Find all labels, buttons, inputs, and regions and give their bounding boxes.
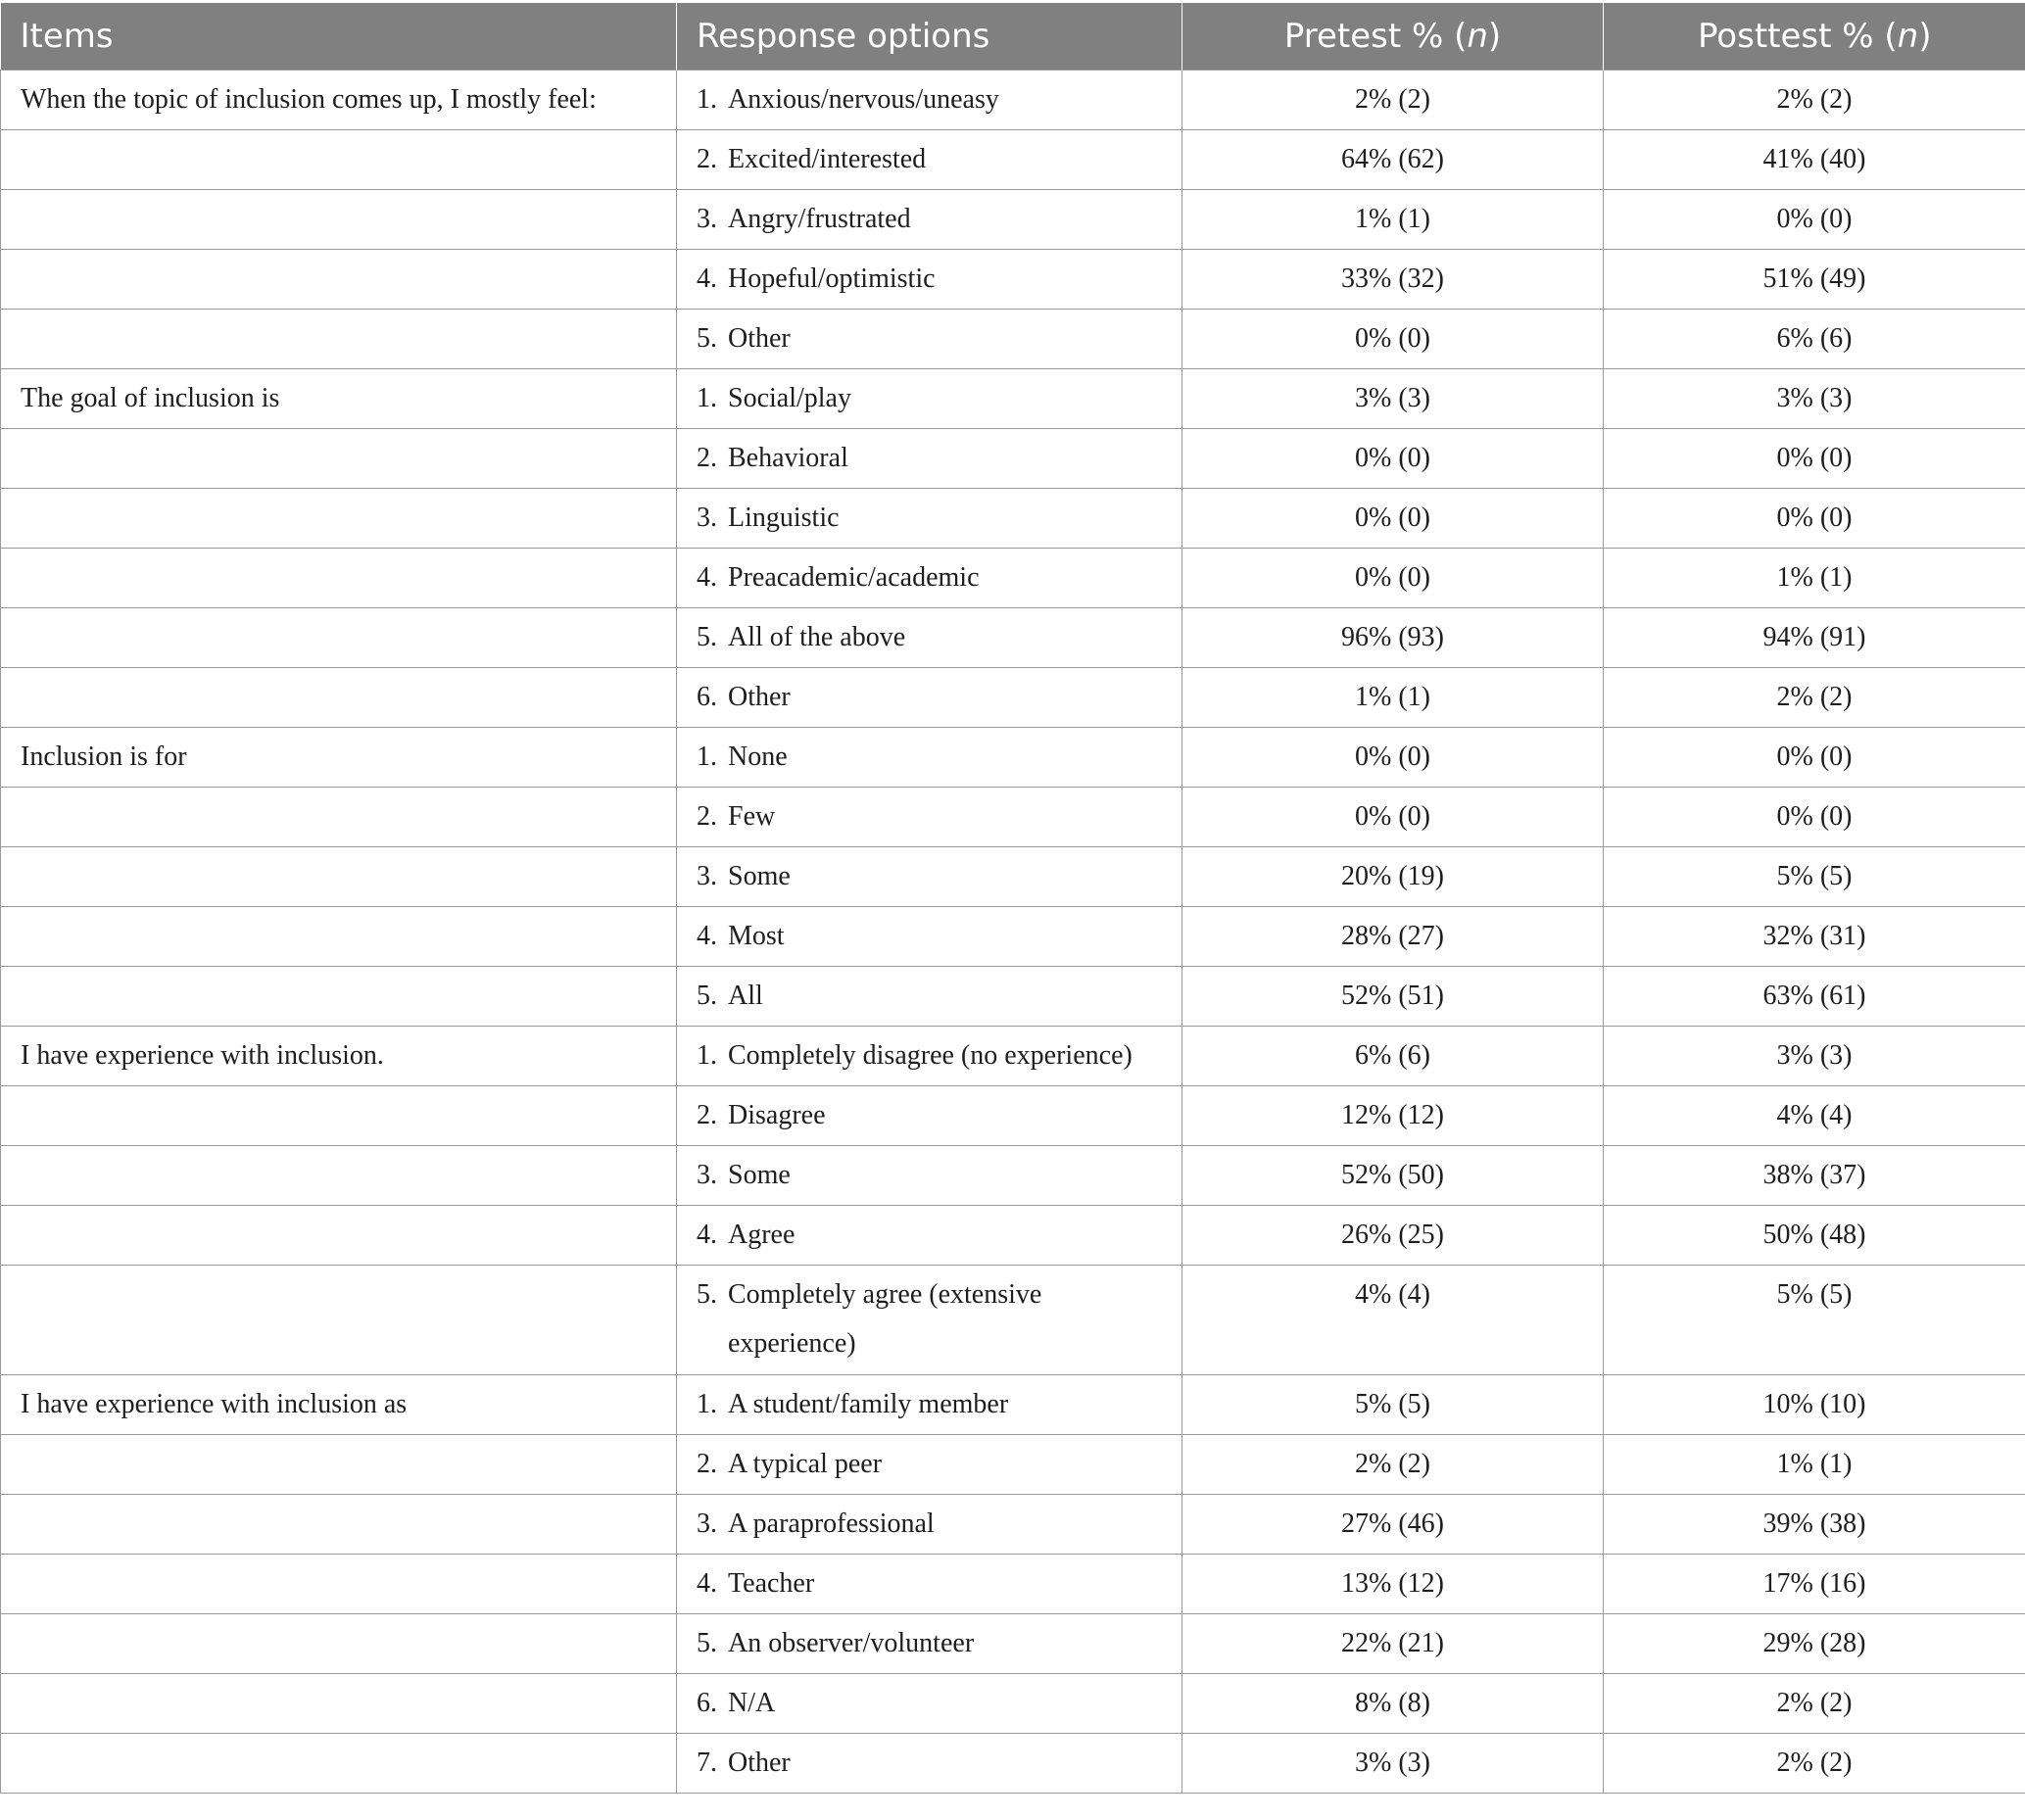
table-row: [1, 71, 2025, 130]
response-option-cell: [677, 1086, 1182, 1146]
posttest-cell: 38% (37): [1604, 1146, 2025, 1206]
posttest-cell: 0% (0): [1604, 788, 2025, 847]
pretest-cell: 3% (3): [1182, 1734, 1604, 1794]
response-option-cell: [677, 71, 1182, 130]
option-number: 5.: [697, 323, 717, 354]
posttest-cell: 10% (10): [1604, 1375, 2025, 1435]
item-cell: [1, 1086, 677, 1146]
pretest-cell: 20% (19): [1182, 847, 1604, 907]
pretest-cell: 0% (0): [1182, 489, 1604, 549]
header-pretest: [1182, 3, 1604, 71]
response-option-cell: [677, 429, 1182, 489]
option-label: Linguistic: [728, 503, 840, 533]
table-row: [1, 250, 2025, 310]
posttest-cell: 0% (0): [1604, 489, 2025, 549]
pretest-cell: 8% (8): [1182, 1674, 1604, 1734]
item-cell: [1, 130, 677, 190]
option-number: 4.: [697, 263, 717, 294]
item-cell: I have experience with inclusion as: [1, 1375, 677, 1435]
option-number: 1.: [697, 84, 717, 115]
response-option-cell: [677, 1266, 1182, 1375]
response-option-cell: [677, 1206, 1182, 1266]
posttest-cell: 50% (48): [1604, 1206, 2025, 1266]
item-cell: [1, 967, 677, 1027]
pretest-cell: 3% (3): [1182, 369, 1604, 429]
response-option-cell: [677, 728, 1182, 788]
option-label: A student/family member: [728, 1389, 1009, 1419]
option-label: A typical peer: [728, 1449, 883, 1479]
pretest-cell: 13% (12): [1182, 1555, 1604, 1614]
response-option-cell: [677, 1674, 1182, 1734]
pretest-cell: 28% (27): [1182, 907, 1604, 967]
option-label: Hopeful/optimistic: [728, 263, 936, 294]
pretest-cell: 22% (21): [1182, 1614, 1604, 1674]
item-cell: When the topic of inclusion comes up, I mostly feel:: [1, 71, 677, 130]
posttest-cell: 3% (3): [1604, 369, 2025, 429]
table-row: [1, 369, 2025, 429]
response-option-cell: [677, 907, 1182, 967]
table-body: [1, 71, 2025, 1794]
header-posttest: [1604, 3, 2025, 71]
posttest-cell: 5% (5): [1604, 847, 2025, 907]
posttest-cell: 29% (28): [1604, 1614, 2025, 1674]
header-posttest-prefix: Posttest % (: [1698, 17, 1898, 56]
pretest-cell: 12% (12): [1182, 1086, 1604, 1146]
pretest-cell: 0% (0): [1182, 549, 1604, 608]
table-row: [1, 1375, 2025, 1435]
pretest-cell: 52% (50): [1182, 1146, 1604, 1206]
response-option-cell: [677, 190, 1182, 250]
results-table: [0, 3, 2025, 1794]
response-option-cell: [677, 967, 1182, 1027]
option-number: 2.: [697, 443, 717, 473]
pretest-cell: 0% (0): [1182, 310, 1604, 369]
option-label: Completely disagree (no experience): [728, 1040, 1133, 1071]
response-option-cell: [677, 847, 1182, 907]
table-row: [1, 549, 2025, 608]
pretest-cell: 4% (4): [1182, 1266, 1604, 1375]
response-option-cell: [677, 1495, 1182, 1555]
option-number: 5.: [697, 1279, 717, 1310]
response-option-cell: [677, 1375, 1182, 1435]
pretest-cell: 52% (51): [1182, 967, 1604, 1027]
item-cell: [1, 1495, 677, 1555]
option-label: Few: [728, 801, 776, 832]
option-label: Some: [728, 1160, 791, 1190]
option-number: 6.: [697, 682, 717, 712]
table-row: [1, 1674, 2025, 1734]
item-cell: Inclusion is for: [1, 728, 677, 788]
option-label: A paraprofessional: [728, 1509, 935, 1539]
option-label: Completely agree (extensive experience): [728, 1279, 1042, 1359]
option-number: 1.: [697, 742, 717, 772]
table-row: [1, 728, 2025, 788]
table-row: [1, 489, 2025, 549]
posttest-cell: 2% (2): [1604, 71, 2025, 130]
option-number: 4.: [697, 1220, 717, 1250]
option-number: 1.: [697, 383, 717, 413]
table-row: [1, 1206, 2025, 1266]
item-cell: [1, 429, 677, 489]
item-cell: [1, 788, 677, 847]
response-option-cell: [677, 1435, 1182, 1495]
table-row: [1, 1495, 2025, 1555]
posttest-cell: 2% (2): [1604, 1674, 2025, 1734]
table-header: [1, 3, 2025, 71]
item-cell: [1, 608, 677, 668]
response-option-cell: [677, 250, 1182, 310]
posttest-cell: 1% (1): [1604, 549, 2025, 608]
pretest-cell: 1% (1): [1182, 668, 1604, 728]
table-row: [1, 1086, 2025, 1146]
pretest-cell: 96% (93): [1182, 608, 1604, 668]
option-number: 4.: [697, 1568, 717, 1599]
option-number: 5.: [697, 1628, 717, 1658]
table-row: [1, 967, 2025, 1027]
option-label: Teacher: [728, 1568, 815, 1599]
item-cell: [1, 907, 677, 967]
table-row: [1, 668, 2025, 728]
option-number: 3.: [697, 861, 717, 891]
table-row: [1, 130, 2025, 190]
option-label: None: [728, 742, 788, 772]
response-option-cell: [677, 1734, 1182, 1794]
posttest-cell: 39% (38): [1604, 1495, 2025, 1555]
header-pretest-n: n: [1467, 17, 1488, 56]
pretest-cell: 1% (1): [1182, 190, 1604, 250]
table-row: [1, 1027, 2025, 1086]
option-number: 3.: [697, 204, 717, 234]
posttest-cell: 0% (0): [1604, 190, 2025, 250]
table-row: [1, 847, 2025, 907]
response-option-cell: [677, 489, 1182, 549]
posttest-cell: 32% (31): [1604, 907, 2025, 967]
option-label: N/A: [728, 1688, 776, 1718]
option-label: All of the above: [728, 622, 906, 652]
option-number: 3.: [697, 1509, 717, 1539]
pretest-cell: 2% (2): [1182, 1435, 1604, 1495]
option-number: 4.: [697, 562, 717, 593]
option-label: Other: [728, 323, 791, 354]
table-row: [1, 907, 2025, 967]
option-number: 1.: [697, 1040, 717, 1071]
pretest-cell: 0% (0): [1182, 429, 1604, 489]
option-number: 2.: [697, 1100, 717, 1130]
response-option-cell: [677, 788, 1182, 847]
option-number: 2.: [697, 144, 717, 174]
item-cell: [1, 310, 677, 369]
posttest-cell: 4% (4): [1604, 1086, 2025, 1146]
posttest-cell: 17% (16): [1604, 1555, 2025, 1614]
pretest-cell: 2% (2): [1182, 71, 1604, 130]
item-cell: I have experience with inclusion.: [1, 1027, 677, 1086]
header-posttest-n: n: [1897, 17, 1919, 56]
option-label: An observer/volunteer: [728, 1628, 975, 1658]
item-cell: The goal of inclusion is: [1, 369, 677, 429]
option-label: Social/play: [728, 383, 851, 413]
item-cell: [1, 847, 677, 907]
table-row: [1, 1435, 2025, 1495]
header-pretest-suffix: ): [1487, 17, 1502, 56]
item-cell: [1, 549, 677, 608]
item-cell: [1, 1674, 677, 1734]
posttest-cell: 63% (61): [1604, 967, 2025, 1027]
table-row: [1, 608, 2025, 668]
item-cell: [1, 1146, 677, 1206]
response-option-cell: [677, 1614, 1182, 1674]
option-label: Preacademic/academic: [728, 562, 980, 593]
item-cell: [1, 1435, 677, 1495]
posttest-cell: 0% (0): [1604, 429, 2025, 489]
table-row: [1, 310, 2025, 369]
option-number: 4.: [697, 921, 717, 951]
item-cell: [1, 1206, 677, 1266]
option-number: 6.: [697, 1688, 717, 1718]
option-label: Some: [728, 861, 791, 891]
header-items: Items: [1, 3, 677, 71]
option-label: All: [728, 981, 763, 1011]
response-option-cell: [677, 668, 1182, 728]
item-cell: [1, 190, 677, 250]
option-label: Anxious/nervous/uneasy: [728, 84, 999, 115]
pretest-cell: 64% (62): [1182, 130, 1604, 190]
posttest-cell: 51% (49): [1604, 250, 2025, 310]
posttest-cell: 41% (40): [1604, 130, 2025, 190]
posttest-cell: 0% (0): [1604, 728, 2025, 788]
header-pretest-prefix: Pretest % (: [1283, 17, 1468, 56]
response-option-cell: [677, 1146, 1182, 1206]
response-option-cell: [677, 1555, 1182, 1614]
option-number: 1.: [697, 1389, 717, 1419]
option-number: 3.: [697, 503, 717, 533]
posttest-cell: 6% (6): [1604, 310, 2025, 369]
option-label: Excited/interested: [728, 144, 927, 174]
option-label: Most: [728, 921, 785, 951]
item-cell: [1, 1734, 677, 1794]
posttest-cell: 5% (5): [1604, 1266, 2025, 1375]
table-row: [1, 190, 2025, 250]
posttest-cell: 2% (2): [1604, 1734, 2025, 1794]
option-number: 5.: [697, 981, 717, 1011]
response-option-cell: [677, 608, 1182, 668]
table-row: [1, 1734, 2025, 1794]
item-cell: [1, 1614, 677, 1674]
posttest-cell: 2% (2): [1604, 668, 2025, 728]
response-option-cell: [677, 369, 1182, 429]
option-number: 5.: [697, 622, 717, 652]
response-option-cell: [677, 1027, 1182, 1086]
response-option-cell: [677, 549, 1182, 608]
pretest-cell: 33% (32): [1182, 250, 1604, 310]
posttest-cell: 94% (91): [1604, 608, 2025, 668]
item-cell: [1, 1555, 677, 1614]
item-cell: [1, 668, 677, 728]
table-row: [1, 788, 2025, 847]
option-label: Behavioral: [728, 443, 848, 473]
response-option-cell: [677, 130, 1182, 190]
pretest-cell: 6% (6): [1182, 1027, 1604, 1086]
posttest-cell: 1% (1): [1604, 1435, 2025, 1495]
item-cell: [1, 250, 677, 310]
pretest-cell: 27% (46): [1182, 1495, 1604, 1555]
pretest-cell: 26% (25): [1182, 1206, 1604, 1266]
table-row: [1, 1146, 2025, 1206]
header-response-options: Response options: [677, 3, 1182, 71]
table-row: [1, 1555, 2025, 1614]
option-number: 2.: [697, 1449, 717, 1479]
item-cell: [1, 1266, 677, 1375]
pretest-cell: 0% (0): [1182, 788, 1604, 847]
header-posttest-suffix: ): [1918, 17, 1932, 56]
posttest-cell: 3% (3): [1604, 1027, 2025, 1086]
option-number: 2.: [697, 801, 717, 832]
table-row: [1, 1614, 2025, 1674]
option-label: Other: [728, 1748, 791, 1778]
pretest-cell: 0% (0): [1182, 728, 1604, 788]
option-number: 7.: [697, 1748, 717, 1778]
option-label: Angry/frustrated: [728, 204, 911, 234]
option-label: Disagree: [728, 1100, 826, 1130]
pretest-cell: 5% (5): [1182, 1375, 1604, 1435]
option-number: 3.: [697, 1160, 717, 1190]
table-row: [1, 1266, 2025, 1375]
response-option-cell: [677, 310, 1182, 369]
table-row: [1, 429, 2025, 489]
option-label: Other: [728, 682, 791, 712]
item-cell: [1, 489, 677, 549]
option-label: Agree: [728, 1220, 796, 1250]
